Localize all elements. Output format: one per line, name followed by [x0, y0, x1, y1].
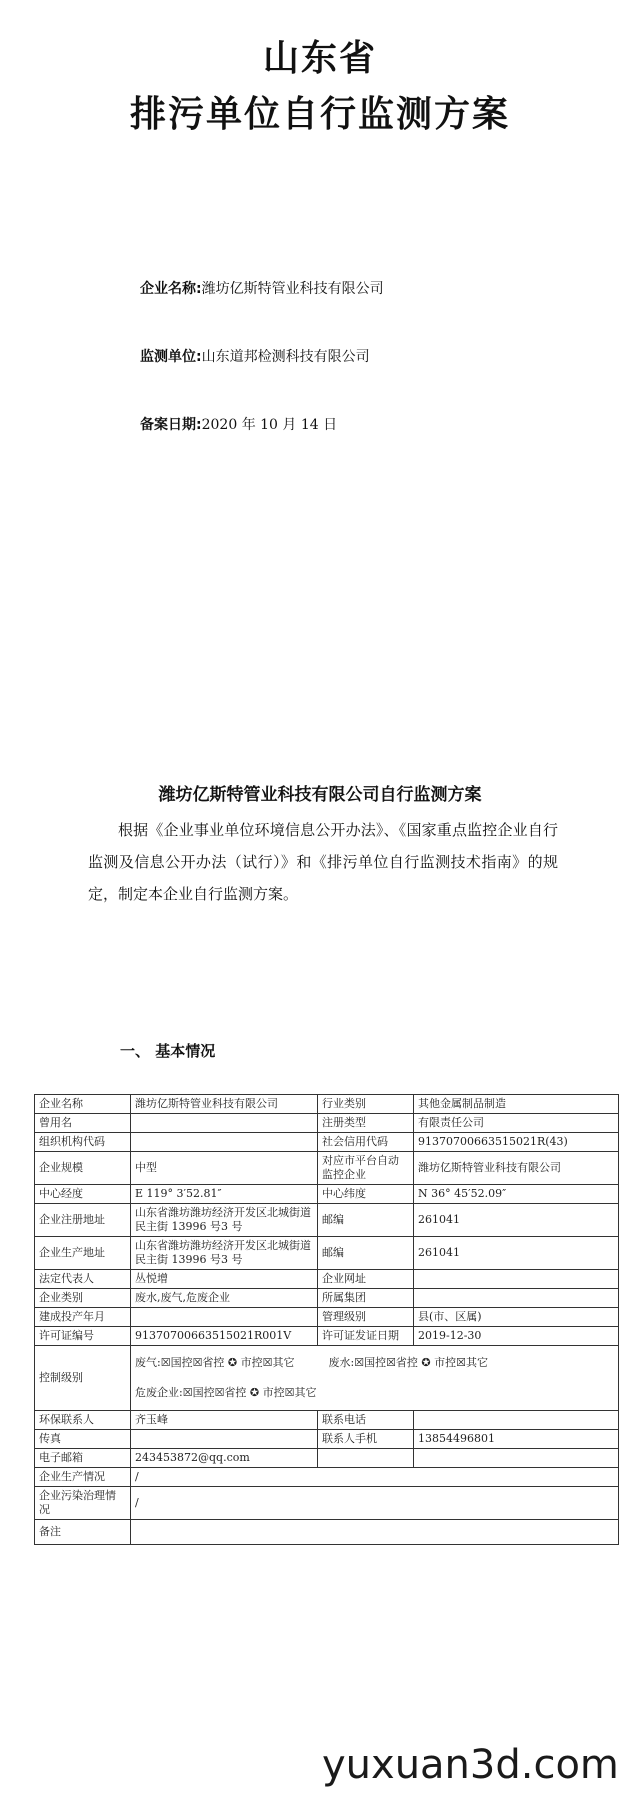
- table-row: [35, 1430, 619, 1449]
- table-label: 企业污染治理情况: [35, 1487, 131, 1520]
- plan-title: 潍坊亿斯特管业科技有限公司自行监测方案: [158, 785, 482, 805]
- table-row: [35, 1185, 619, 1204]
- table-cell: 261041: [414, 1204, 619, 1237]
- table-cell: /: [131, 1487, 619, 1520]
- table-cell: 潍坊亿斯特管业科技有限公司: [414, 1152, 619, 1185]
- table-label: 企业生产地址: [35, 1237, 131, 1270]
- table-cell: 243453872@qq.com: [131, 1449, 318, 1468]
- table-cell: 其他金属制品制造: [414, 1095, 619, 1114]
- table-label: 企业名称: [35, 1095, 131, 1114]
- table-row: [35, 1327, 619, 1346]
- control-level-water: 废水:☒国控☒省控 ✪ 市控☒其它: [328, 1356, 488, 1369]
- table-cell: 县(市、区属): [414, 1308, 619, 1327]
- control-level-cell: [131, 1346, 619, 1411]
- table-row: [35, 1237, 619, 1270]
- table-row: [35, 1204, 619, 1237]
- table-cell: 91370700663515021R(43): [414, 1133, 619, 1152]
- table-cell: 山东省潍坊潍坊经济开发区北城街道民主街 13996 号3 号: [131, 1237, 318, 1270]
- company-name-line: [140, 278, 384, 298]
- table-label: 社会信用代码: [318, 1133, 414, 1152]
- filing-date-label: 备案日期:: [140, 417, 202, 433]
- table-label: 邮编: [318, 1204, 414, 1237]
- table-label: 注册类型: [318, 1114, 414, 1133]
- company-name-value: 潍坊亿斯特管业科技有限公司: [201, 281, 384, 297]
- table-row: [35, 1411, 619, 1430]
- table-label: 中心经度: [35, 1185, 131, 1204]
- table-cell: [131, 1520, 619, 1545]
- basic-info-table: [34, 1094, 619, 1545]
- table-label: [318, 1449, 414, 1468]
- table-cell: 261041: [414, 1237, 619, 1270]
- table-label: 联系电话: [318, 1411, 414, 1430]
- table-label: 邮编: [318, 1237, 414, 1270]
- watermark: yuxuan3d.com: [322, 1742, 619, 1788]
- table-label: 备注: [35, 1520, 131, 1545]
- table-cell: 山东省潍坊潍坊经济开发区北城街道民主街 13996 号3 号: [131, 1204, 318, 1237]
- table-row: [35, 1520, 619, 1545]
- table-label: 许可证编号: [35, 1327, 131, 1346]
- table-label: 企业类别: [35, 1289, 131, 1308]
- table-cell: 91370700663515021R001V: [131, 1327, 318, 1346]
- table-cell: N 36° 45′52.09″: [414, 1185, 619, 1204]
- table-row: [35, 1152, 619, 1185]
- document-title: 排污单位自行监测方案: [129, 94, 510, 135]
- control-level-line: [135, 1378, 614, 1408]
- table-label: 企业网址: [318, 1270, 414, 1289]
- table-cell: 2019-12-30: [414, 1327, 619, 1346]
- table-label: 管理级别: [318, 1308, 414, 1327]
- table-label: 控制级别: [35, 1346, 131, 1411]
- control-level-line: [135, 1348, 614, 1378]
- filing-date-line: [140, 414, 337, 434]
- table-label: 建成投产年月: [35, 1308, 131, 1327]
- monitoring-unit-value: 山东道邦检测科技有限公司: [201, 349, 370, 365]
- table-cell: 有限责任公司: [414, 1114, 619, 1133]
- table-cell: 齐玉峰: [131, 1411, 318, 1430]
- table-label: 曾用名: [35, 1114, 131, 1133]
- table-cell: 中型: [131, 1152, 318, 1185]
- table-row: [35, 1449, 619, 1468]
- table-row: [35, 1133, 619, 1152]
- table-cell: [414, 1449, 619, 1468]
- table-row: [35, 1289, 619, 1308]
- table-label: 企业生产情况: [35, 1468, 131, 1487]
- table-cell: 潍坊亿斯特管业科技有限公司: [131, 1095, 318, 1114]
- table-cell: 废水,废气,危废企业: [131, 1289, 318, 1308]
- table-row: [35, 1468, 619, 1487]
- table-label: 许可证发证日期: [318, 1327, 414, 1346]
- table-label: 联系人手机: [318, 1430, 414, 1449]
- table-cell: 丛悦增: [131, 1270, 318, 1289]
- table-label: 所属集团: [318, 1289, 414, 1308]
- monitoring-unit-label: 监测单位:: [140, 349, 202, 365]
- plan-intro-paragraph: 根据《企业事业单位环境信息公开办法》、《国家重点监控企业自行监测及信息公开办法（试行）》和《排污单位自行监测技术指南》的规定，制定本企业自行监测方案。: [88, 821, 558, 903]
- table-row: [35, 1095, 619, 1114]
- control-level-hazard: 危废企业:☒国控☒省控 ✪ 市控☒其它: [135, 1386, 317, 1399]
- table-label: 传真: [35, 1430, 131, 1449]
- company-name-label: 企业名称:: [140, 281, 202, 297]
- table-cell: [131, 1308, 318, 1327]
- table-label: 中心纬度: [318, 1185, 414, 1204]
- table-cell: [414, 1270, 619, 1289]
- table-row: [35, 1114, 619, 1133]
- table-label: 法定代表人: [35, 1270, 131, 1289]
- table-label: 企业注册地址: [35, 1204, 131, 1237]
- table-cell: /: [131, 1468, 619, 1487]
- table-label: 行业类别: [318, 1095, 414, 1114]
- table-cell: [414, 1289, 619, 1308]
- table-cell: [131, 1133, 318, 1152]
- section-heading-basic-info: 一、 基本情况: [120, 1042, 216, 1060]
- table-row: [35, 1487, 619, 1520]
- table-label: 企业规模: [35, 1152, 131, 1185]
- monitoring-unit-line: [140, 346, 370, 366]
- table-row: [35, 1308, 619, 1327]
- table-row: [35, 1270, 619, 1289]
- document-title-province: 山东省: [262, 38, 377, 79]
- control-level-gas: 废气:☒国控☒省控 ✪ 市控☒其它: [135, 1356, 295, 1369]
- table-cell: 13854496801: [414, 1430, 619, 1449]
- table-label: 电子邮箱: [35, 1449, 131, 1468]
- table-label: 组织机构代码: [35, 1133, 131, 1152]
- table-label: 对应市平台自动监控企业: [318, 1152, 414, 1185]
- table-row-control-level: [35, 1346, 619, 1411]
- table-cell: [131, 1114, 318, 1133]
- table-label: 环保联系人: [35, 1411, 131, 1430]
- table-cell: [131, 1430, 318, 1449]
- table-cell: [414, 1411, 619, 1430]
- filing-date-value: 2020 年 10 月 14 日: [201, 417, 338, 433]
- table-cell: E 119° 3′52.81″: [131, 1185, 318, 1204]
